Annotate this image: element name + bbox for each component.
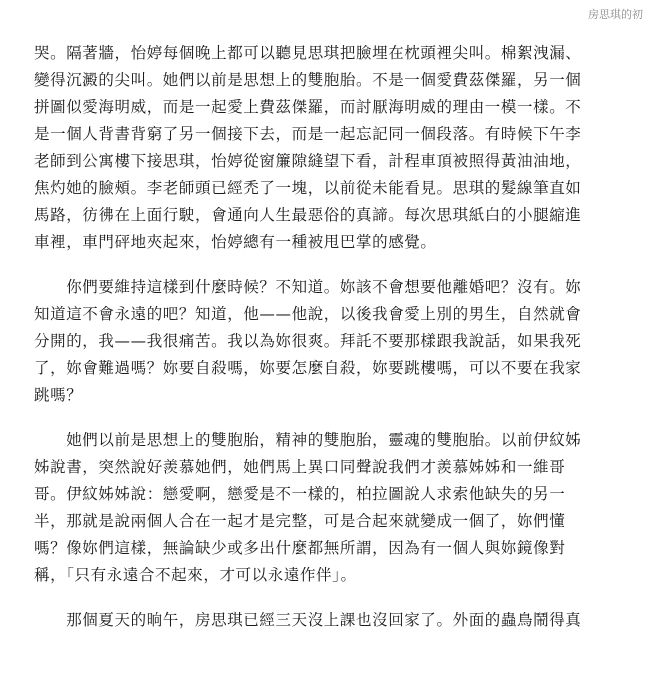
paragraph-3: 她們以前是思想上的雙胞胎，精神的雙胞胎，靈魂的雙胞胎。以前伊紋姊 姊說書，突然說好羨慕她們，她們馬上異口同聲說我們才羨慕姊姊和一維哥 哥。伊紋姊姊說：戀愛啊，戀愛是不一樣的，柏拉圖說人求索他缺失的另一 半，那就是說兩個人合在一起才是完整，可是合起來就變成一個了，妳們懂 嗎？像妳們這樣，無論缺少或多出什麼都無所謂，因為有一個人與妳鏡像對 稱，「只有永遠合不起來，才可以永遠作伴」。 — [34, 431, 582, 584]
paragraph-4: 那個夏天的晌午，房思琪已經三天沒上課也沒回家了。外面的蟲鳥鬧得真 — [34, 611, 582, 629]
paragraph-2: 你們要維持這樣到什麼時候？不知道。妳該不會想要他離婚吧？沒有。妳 知道這不會永遠的吧？知道，他——他說，以後我會愛上別的男生，自然就會 分開的，我——我很痛苦。我以為妳很爽。拜託不要那樣跟我說話，如果我死 了，妳會難過嗎？妳要自殺嗎，妳要怎麼自殺，妳要跳樓嗎，可以不要在我家 跳嗎？ — [34, 278, 582, 404]
running-header: 房思琪的初 — [588, 8, 643, 21]
paragraph-1: 哭。隔著牆，怡婷每個晚上都可以聽見思琪把臉埋在枕頭裡尖叫。棉絮洩漏、 變得沉澱的尖叫。她們以前是思想上的雙胞胎。不是一個愛費茲傑羅，另一個 拼圖似愛海明威，而是一起愛上費茲傑羅，而討厭海明威的理由一模一樣。不 是一個人背書背窮了另一個接下去，而是一起忘記同一個段落。有時候下午李 老師到公寓樓下接思琪，怡婷從窗簾隙縫望下看，計程車頂被照得黃油油地， 焦灼她的臉頰。李老師頭已經禿了一塊，以前從未能看見。思琪的髮線筆直如 馬路，彷彿在上面行駛，會通向人生最惡俗的真諦。每次思琪紙白的小腿縮進 車裡，車門砰地夾起來，怡婷總有一種被甩巴掌的感覺。 — [34, 44, 582, 251]
page-body — [34, 40, 626, 652]
